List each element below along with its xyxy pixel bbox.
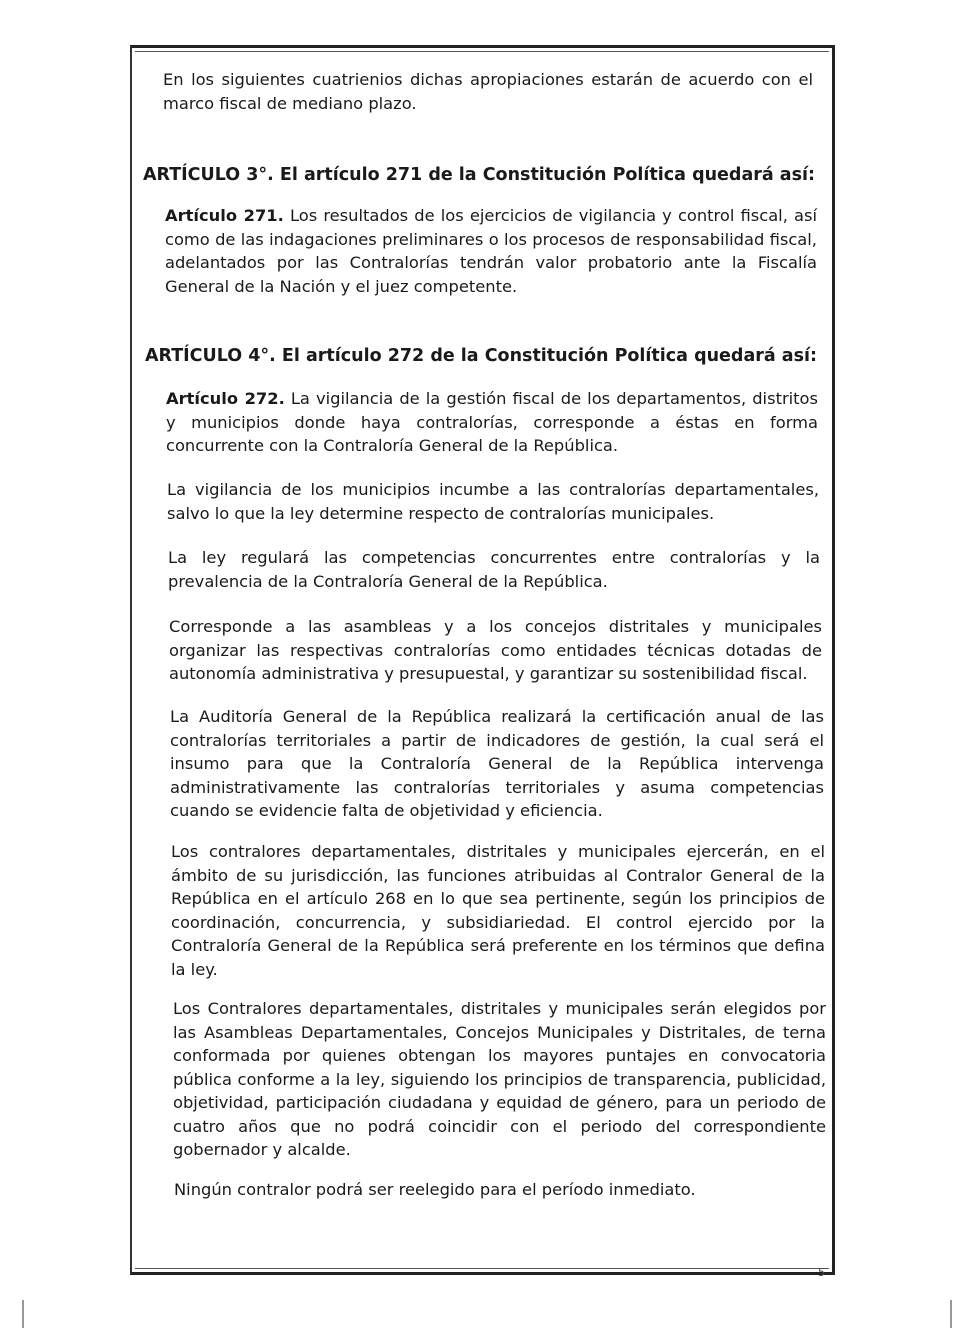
intro-text: En los siguientes cuatrienios dichas apropiaciones estarán de acuerdo con el marco fiscal de mediano plazo. bbox=[163, 70, 813, 113]
article-271-text: Los resultados de los ejercicios de vigilancia y control fiscal, así como de las indagaciones preliminares o los procesos de responsabilidad fiscal, adelantados por las Contralorías tendrán valor probatorio ante la Fiscalía General de la Nación y el juez competente. bbox=[165, 206, 817, 296]
paragraph-concurrent-competences: La ley regulará las competencias concurrentes entre contralorías y la prevalencia de la Contraloría General de la República. bbox=[168, 548, 820, 591]
paragraph-no-reelection: Ningún contralor podrá ser reelegido para el período inmediato. bbox=[174, 1180, 696, 1199]
paragraph-municipal-oversight: La vigilancia de los municipios incumbe a las contralorías departamentales, salvo lo que la ley determine respecto de contralorías municipales. bbox=[167, 480, 819, 523]
scan-artifact-right bbox=[950, 1300, 952, 1328]
article-3-heading: ARTÍCULO 3°. El artículo 271 de la Constitución Política quedará así: bbox=[143, 165, 816, 185]
article-272-paragraph bbox=[166, 387, 818, 458]
paragraph-election: Los Contralores departamentales, distritales y municipales serán elegidos por las Asambleas Departamentales, Concejos Municipales y Distritales, de terna conformada por quienes obtengan los mayores puntajes en convocatoria pública conforme a la ley, siguiendo los principios de transparencia, publicidad, objetividad, participación ciudadana y equidad de género, para un periodo de cuatro años que no podrá coincidir con el periodo del correspondiente gobernador y alcalde. bbox=[173, 999, 826, 1159]
intro-paragraph bbox=[163, 68, 813, 115]
scan-artifact-left bbox=[22, 1300, 24, 1328]
article-272-label: Artículo 272. bbox=[166, 389, 285, 408]
paragraph-contralores-functions: Los contralores departamentales, distritales y municipales ejercerán, en el ámbito de su jurisdicción, las funciones atribuidas al Contralor General de la República en el artículo 268 en lo que sea pertinente, según los principios de coordinación, concurrencia, y subsidiariedad. El control ejercido por la Contraloría General de la República será preferente en los términos que defina la ley. bbox=[171, 842, 825, 979]
article-272-text: La vigilancia de la gestión fiscal de los departamentos, distritos y municipios donde haya contralorías, corresponde a éstas en forma concurrente con la Contraloría General de la República. bbox=[166, 389, 818, 455]
paragraph-auditoria: La Auditoría General de la República realizará la certificación anual de las contralorías territoriales a partir de indicadores de gestión, la cual será el insumo para que la Contraloría General de la República intervenga administrativamente las contralorías territoriales y asuma competencias cuando se evidencie falta de objetividad y eficiencia. bbox=[170, 707, 824, 820]
paragraph-assemblies: Corresponde a las asambleas y a los concejos distritales y municipales organizar las respectivas contralorías como entidades técnicas dotadas de autonomía administrativa y presupuestal, y garantizar su sostenibilidad fiscal. bbox=[169, 617, 822, 683]
article-271-paragraph bbox=[165, 204, 817, 298]
article-271-label: Artículo 271. bbox=[165, 206, 284, 225]
article-4-heading: ARTÍCULO 4°. El artículo 272 de la Constitución Política quedará así: bbox=[145, 346, 818, 366]
page-number: 5 bbox=[818, 1266, 825, 1279]
